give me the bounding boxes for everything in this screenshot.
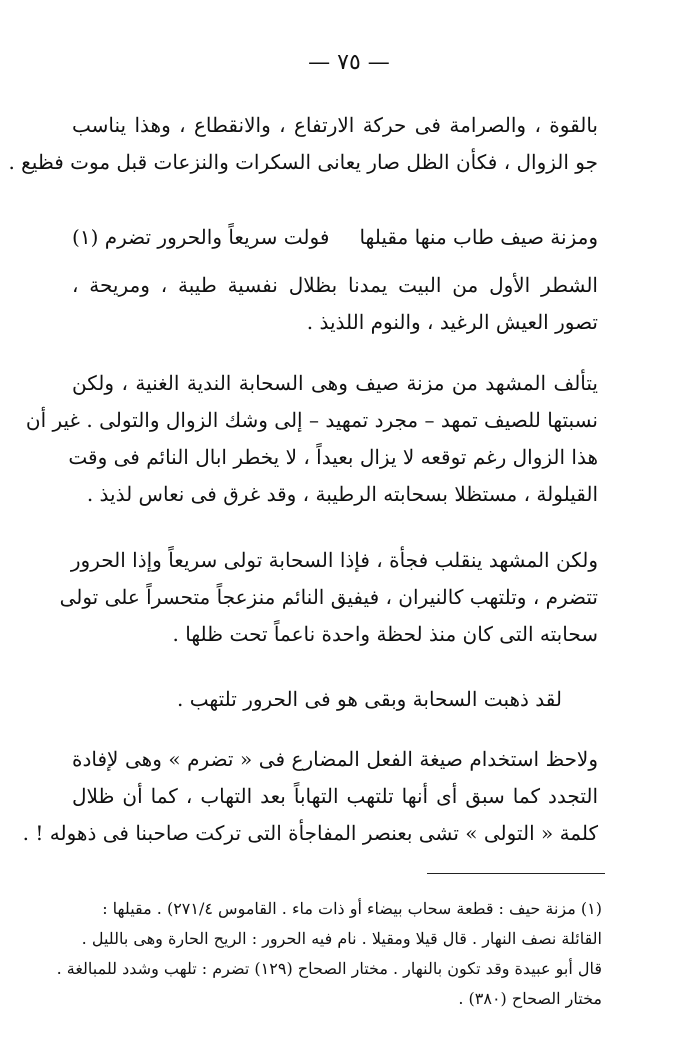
paragraph-4: [59, 542, 598, 653]
paragraph-line: الشطر الأول من البيت يمدنا بظلال نفسية طيبة ، ومريحة ،: [72, 273, 598, 297]
paragraph-quote-line: لقد ذهبت السحابة وبقى هو فى الحرور تلتهب .: [177, 687, 562, 711]
footnote-line: مختار الصحاح (٣٨٠) .: [458, 989, 602, 1008]
paragraph-line: سحابته التى كان منذ لحظة واحدة ناعماً تحت ظلها .: [172, 622, 598, 646]
poetry-verse: [72, 222, 598, 252]
paragraph-line: القيلولة ، مستظلا بسحابته الرطيبة ، وقد غرق فى نعاس لذيذ .: [86, 482, 598, 506]
paragraph-line: هذا الزوال رغم توقعه لا يزال بعيداً ، لا يخطر ابال النائم فى وقت: [68, 445, 598, 469]
paragraph-line: جو الزوال ، فكأن الظل صار يعانى السكرات والنزعات قبل موت فظيع .: [8, 150, 598, 174]
paragraph-line: بالقوة ، والصرامة فى حركة الارتفاع ، والانقطاع ، وهذا يناسب: [72, 113, 598, 137]
paragraph-line: ولاحظ استخدام صيغة الفعل المضارع فى « تضرم » وهى لإفادة: [72, 747, 598, 771]
footnote-line: (١) مزنة حيف : قطعة سحاب بيضاء أو ذات ماء . القاموس ٢٧١/٤) . مقيلها :: [102, 899, 602, 918]
footnote-line: قال أبو عبيدة وقد تكون بالنهار . مختار الصحاح (١٢٩) تضرم : تلهب وشدد للمبالغة .: [56, 959, 602, 978]
footnote-line: القائلة نصف النهار . قال قيلا ومقيلا . نام فيه الحرور : الريح الحارة وهى بالليل .: [81, 929, 602, 948]
paragraph-line: تصور العيش الرغيد ، والنوم اللذيذ .: [306, 310, 598, 334]
paragraph-line: ولكن المشهد ينقلب فجأة ، فإذا السحابة تولى سريعاً وإذا الحرور: [70, 548, 598, 572]
paragraph-line: نسبتها للصيف تمهد – مجرد تمهيد – إلى وشك الزوال والتولى . غير أن: [25, 408, 598, 432]
paragraph-3: [25, 365, 598, 513]
footnotes: [56, 894, 602, 1014]
paragraph-line: تتضرم ، وتلتهب كالنيران ، فيفيق النائم منزعجاً متحسراً على تولى: [59, 585, 598, 609]
paragraph-5: [22, 741, 598, 852]
paragraph-1: [8, 107, 598, 181]
page-number: — ٧٥ —: [308, 50, 390, 75]
footnote-separator: [427, 873, 605, 874]
paragraph-line: التجدد كما سبق أى أنها تلتهب التهاباً بعد التهاب ، كما أن ظلال: [72, 784, 598, 808]
verse-second-hemistich: فولت سريعاً والحرور تضرم (١): [72, 225, 330, 249]
verse-first-hemistich: ومزنة صيف طاب منها مقيلها: [359, 225, 598, 249]
paragraph-line: كلمة « التولى » تشى بعنصر المفاجأة التى تركت صاحبنا فى ذهوله ! .: [22, 821, 598, 845]
paragraph-line: يتألف المشهد من مزنة صيف وهى السحابة الندية الغنية ، ولكن: [72, 371, 598, 395]
paragraph-2: [72, 267, 598, 341]
